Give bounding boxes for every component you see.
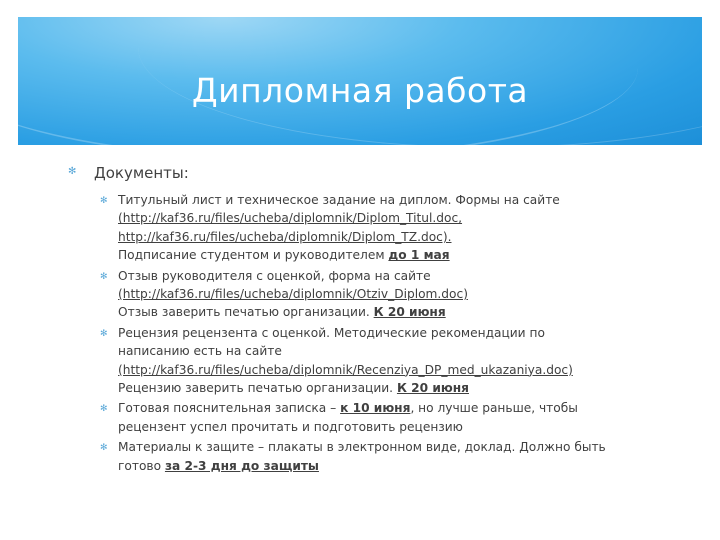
item-text bbox=[118, 457, 668, 475]
deadline-text: К 20 июня bbox=[373, 305, 446, 320]
list-item bbox=[100, 438, 668, 475]
item-text-part: готово bbox=[118, 458, 165, 473]
item-note bbox=[118, 303, 668, 321]
section-item bbox=[68, 164, 668, 182]
slide-title: Дипломная работа bbox=[191, 71, 529, 110]
list-item bbox=[100, 191, 668, 265]
item-text: рецензент успел прочитать и подготовить рецензию bbox=[118, 419, 463, 434]
item-text: Титульный лист и техническое задание на диплом. Формы на сайте bbox=[118, 193, 560, 207]
deadline-text: за 2-3 дня до защиты bbox=[164, 458, 319, 473]
item-text: Материалы к защите – плакаты в электронном виде, доклад. Должно быть bbox=[118, 440, 606, 455]
deadline-text: К 20 июня bbox=[396, 381, 469, 396]
document-link[interactable]: http://kaf36.ru/files/ucheba/diplomnik/Diplom_TZ.doc). bbox=[118, 229, 452, 244]
item-note bbox=[118, 246, 668, 264]
asterisk-bullet-icon: ✻ bbox=[68, 166, 77, 177]
item-text: написанию есть на сайте bbox=[118, 344, 282, 359]
document-list bbox=[68, 191, 668, 475]
item-text: Отзыв руководителя с оценкой, форма на сайте bbox=[118, 268, 431, 283]
item-text-part: Готовая пояснительная записка – bbox=[118, 401, 341, 416]
asterisk-bullet-icon: ✻ bbox=[100, 328, 108, 339]
section-label: Документы: bbox=[94, 164, 189, 182]
deadline-text: до 1 мая bbox=[388, 248, 450, 263]
list-item bbox=[100, 399, 668, 436]
item-text bbox=[118, 399, 668, 417]
title-banner bbox=[18, 17, 702, 145]
note-text: Отзыв заверить печатью организации. bbox=[118, 305, 374, 320]
slide-body bbox=[68, 164, 668, 477]
asterisk-bullet-icon: ✻ bbox=[100, 443, 108, 454]
document-link[interactable]: (http://kaf36.ru/files/ucheba/diplomnik/Recenziya_DP_med_ukazaniya.doc) bbox=[118, 362, 573, 377]
note-text: Рецензию заверить печатью организации. bbox=[118, 381, 397, 396]
list-item bbox=[100, 324, 668, 398]
note-text: Подписание студентом и руководителем bbox=[118, 248, 389, 263]
document-link[interactable]: (http://kaf36.ru/files/ucheba/diplomnik/Otziv_Diplom.doc) bbox=[118, 287, 468, 302]
item-note bbox=[118, 379, 668, 397]
document-link[interactable]: (http://kaf36.ru/files/ucheba/diplomnik/Diplom_Titul.doc, bbox=[118, 211, 463, 226]
deadline-text: к 10 июня bbox=[340, 401, 411, 416]
item-text-part: , но лучше раньше, чтобы bbox=[410, 401, 578, 416]
asterisk-bullet-icon: ✻ bbox=[100, 404, 108, 415]
item-text: Рецензия рецензента с оценкой. Методические рекомендации по bbox=[118, 325, 545, 340]
asterisk-bullet-icon: ✻ bbox=[100, 196, 108, 206]
list-item bbox=[100, 267, 668, 322]
asterisk-bullet-icon: ✻ bbox=[100, 271, 108, 282]
